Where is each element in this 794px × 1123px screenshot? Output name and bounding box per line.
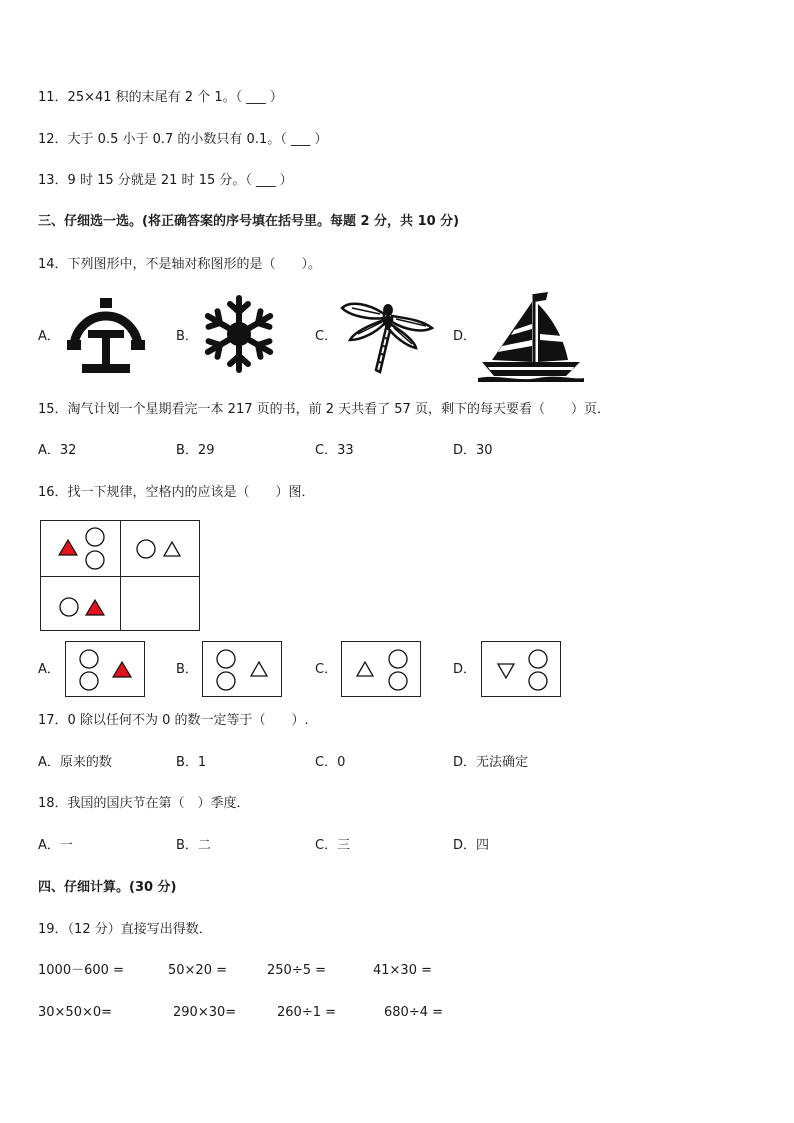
circle-icon xyxy=(389,650,407,668)
circle-icon xyxy=(80,672,98,690)
calc-4: 41×30 = xyxy=(373,963,433,978)
q18-option-c: C．三 xyxy=(315,838,351,853)
circle-icon xyxy=(60,598,78,616)
grid-cell-2 xyxy=(120,520,200,577)
circle-icon xyxy=(137,540,155,558)
question-17: 17．0 除以任何不为 0 的数一定等于（ ）. xyxy=(38,713,309,728)
q17-option-b: B．1 xyxy=(176,755,207,770)
q18-option-a: A．一 xyxy=(38,838,73,853)
circle-icon xyxy=(217,650,235,668)
q16-option-d: D． xyxy=(453,662,477,677)
q15-option-a: A．32 xyxy=(38,443,77,458)
q15-option-b: B．29 xyxy=(176,443,215,458)
question-19: 19．（12 分）直接写出得数． xyxy=(38,922,212,937)
calc-8: 680÷4 = xyxy=(384,1005,444,1020)
section-4-title: 四、仔细计算。(30 分) xyxy=(38,880,177,895)
circle-icon xyxy=(529,650,547,668)
sailboat-icon xyxy=(478,290,584,382)
q14-option-d: D． xyxy=(453,329,477,344)
dragonfly-icon xyxy=(340,294,436,376)
q16-option-a: A． xyxy=(38,662,60,677)
circle-icon xyxy=(86,528,104,546)
calc-2: 50×20 = xyxy=(168,963,228,978)
q18-option-b: B．二 xyxy=(176,838,211,853)
q15-option-c: C．33 xyxy=(315,443,354,458)
q15-option-d: D．30 xyxy=(453,443,493,458)
calc-7: 260÷1 = xyxy=(277,1005,337,1020)
red-triangle-icon xyxy=(86,600,104,615)
grid-cell-3-shapes xyxy=(41,577,120,630)
grid-cell-2-shapes xyxy=(121,521,199,576)
grid-cell-1-shapes xyxy=(41,521,120,576)
calc-6: 290×30= xyxy=(173,1005,237,1020)
triangle-icon xyxy=(357,662,373,676)
red-triangle-icon xyxy=(113,662,131,677)
question-16: 16．找一下规律，空格内的应该是（ ）图． xyxy=(38,485,315,500)
q16-option-a-figure xyxy=(65,641,145,697)
q16-option-b-figure xyxy=(202,641,282,697)
question-12: 12．大于 0.5 小于 0.7 的小数只有 0.1。（ ___ ） xyxy=(38,132,328,147)
calc-1: 1000－600 = xyxy=(38,963,124,978)
grid-cell-1 xyxy=(40,520,121,577)
grid-cell-3 xyxy=(40,576,121,631)
question-14: 14．下列图形中，不是轴对称图形的是（ ）。 xyxy=(38,257,322,272)
circle-icon xyxy=(80,650,98,668)
question-15: 15．淘气计划一个星期看完一本 217 页的书，前 2 天共看了 57 页，剩下的每天要看（ ）页． xyxy=(38,402,610,417)
circle-icon xyxy=(529,672,547,690)
grid-cell-empty xyxy=(120,576,200,631)
question-13: 13．9 时 15 分就是 21 时 15 分。（ ___ ） xyxy=(38,173,293,188)
circle-icon xyxy=(86,551,104,569)
question-11: 11．25×41 积的末尾有 2 个 1。（ ___ ） xyxy=(38,90,283,105)
triangle-icon xyxy=(251,662,267,676)
q17-option-c: C．0 xyxy=(315,755,346,770)
red-triangle-icon xyxy=(59,540,77,555)
circle-icon xyxy=(217,672,235,690)
question-18: 18．我国的国庆节在第（ ）季度． xyxy=(38,796,250,811)
q18-option-d: D．四 xyxy=(453,838,490,853)
circle-icon xyxy=(389,672,407,690)
calc-5: 30×50×0= xyxy=(38,1005,113,1020)
inverted-triangle-icon xyxy=(498,664,514,678)
q16-option-c-figure xyxy=(341,641,421,697)
q16-option-c: C． xyxy=(315,662,338,677)
q16-option-d-figure xyxy=(481,641,561,697)
q17-option-a: A．原来的数 xyxy=(38,755,112,770)
q17-option-d: D．无法确定 xyxy=(453,755,529,770)
q16-option-b: B． xyxy=(176,662,198,677)
q14-option-b: B． xyxy=(176,329,198,344)
triangle-icon xyxy=(164,542,180,556)
symbol-icon xyxy=(66,294,146,378)
calc-3: 250÷5 = xyxy=(267,963,327,978)
q14-option-c: C． xyxy=(315,329,338,344)
section-3-title: 三、仔细选一选。(将正确答案的序号填在括号里。每题 2 分，共 10 分) xyxy=(38,214,460,229)
snowflake-icon xyxy=(200,294,278,374)
q14-option-a: A． xyxy=(38,329,60,344)
